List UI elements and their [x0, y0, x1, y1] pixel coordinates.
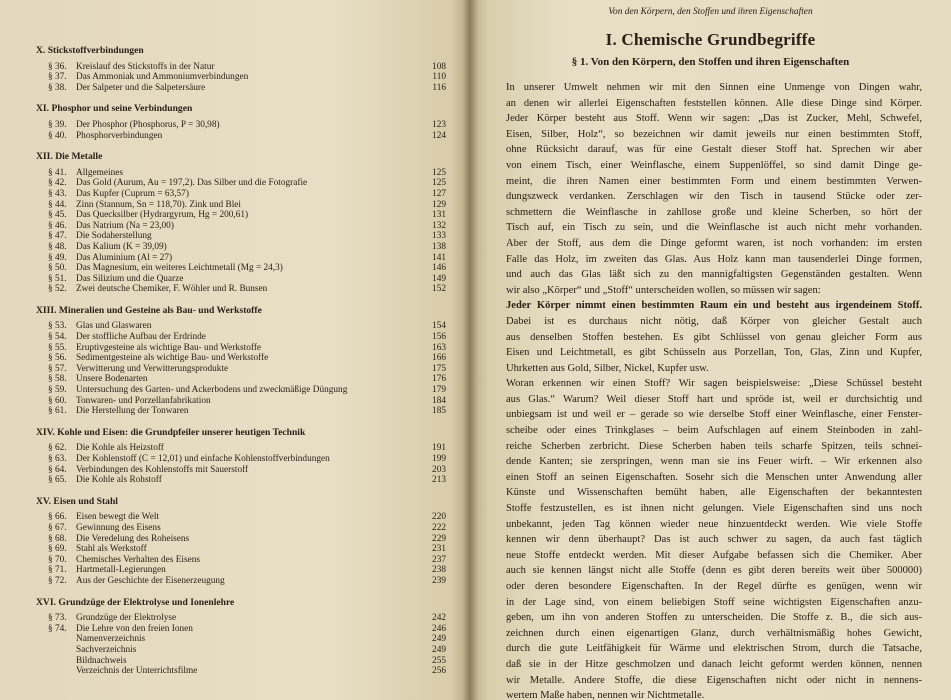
- toc-entry-number: § 47.: [48, 231, 67, 242]
- toc-entry-page: 242: [432, 613, 446, 624]
- toc-entry-number: § 48.: [48, 241, 67, 252]
- toc-entry-number: § 67.: [48, 522, 67, 533]
- toc-entry-text: Stahl als Werkstoff: [76, 544, 147, 555]
- body-line: scheibe oder eines Trinkglases – beim Aufschlagen auf einem Steinboden in zahl-: [506, 425, 922, 437]
- toc-entry-text: Die Kohle als Heizstoff: [76, 443, 164, 454]
- toc-entry-page: 131: [432, 210, 446, 221]
- toc-entry-text: Das Silizium und die Quarze: [76, 273, 184, 284]
- toc-entry-number: § 38.: [48, 82, 67, 93]
- toc-entry-page: 129: [432, 199, 446, 210]
- toc-entry-number: § 59.: [48, 385, 67, 396]
- toc-entry-page: 222: [432, 522, 446, 533]
- toc-entry-page: 141: [432, 252, 446, 263]
- body-line: wir also „Körper“ und „Stoff“ unterscheiden wollen, so müssen wir sagen:: [506, 284, 821, 296]
- toc-entry-text: Untersuchung des Garten- und Ackerbodens und zweckmäßige Düngung: [76, 385, 348, 396]
- toc-entry-page: 229: [432, 533, 446, 544]
- toc-entry-page: 185: [432, 406, 446, 417]
- table-of-contents: [36, 46, 446, 688]
- body-line: dungszweck verdanken. Zerschlagen wir den Tisch in tausend Stücke oder zer-: [506, 191, 922, 203]
- toc-entry-page: 203: [432, 464, 446, 475]
- book-gutter: [462, 0, 478, 700]
- body-line: kennen wir denn überhaupt? Das ist auch schwer zu sagen, da auch fast täglich: [506, 534, 922, 546]
- body-line: Aber der Stoff, aus dem die Dinge geformt waren, ist noch vorhanden: im ersten: [506, 237, 922, 249]
- toc-entry: [36, 645, 446, 656]
- toc-entry-number: § 41.: [48, 167, 67, 178]
- toc-entry: [36, 364, 446, 375]
- toc-entry-text: Kreislauf des Stickstoffs in der Natur: [76, 61, 215, 72]
- body-line: Falle das Holz, im zweiten das Glas. Aus Holz kann man tausenderlei Dinge formen,: [506, 253, 922, 265]
- toc-entry-page: 256: [432, 666, 446, 677]
- toc-section: [36, 104, 446, 141]
- toc-entry-text: Die Herstellung der Tonwaren: [76, 406, 189, 417]
- body-line: Tisch auf, ein Tisch zu sein, und die Weinflasche ist auch nicht mehr vorhanden.: [506, 222, 922, 234]
- toc-section: [36, 152, 446, 295]
- toc-entry-page: 149: [432, 273, 446, 284]
- body-line: wertem Maße haben, nennen wir Nichtmetalle.: [506, 690, 705, 700]
- toc-entry-text: Verzeichnis der Unterrichtsfilme: [76, 666, 198, 677]
- toc-entry-page: 249: [432, 644, 446, 655]
- toc-section: [36, 598, 446, 677]
- toc-entry-page: 238: [432, 565, 446, 576]
- toc-entry: [36, 62, 446, 73]
- toc-entry-page: 133: [432, 231, 446, 242]
- toc-entry-text: Verwitterung und Verwitterungsprodukte: [76, 363, 229, 374]
- body-line: aus denselben Stoffen bestehen. Es gibt Schlüssel von genau gleicher Form aus: [506, 331, 922, 343]
- toc-entry: [36, 565, 446, 576]
- toc-entry-text: Allgemeines: [76, 167, 123, 178]
- toc-entry: [36, 454, 446, 465]
- toc-section-title: XVI. Grundzüge der Elektrolyse und Ionenlehre: [36, 596, 235, 608]
- toc-entry-number: § 54.: [48, 332, 67, 343]
- body-line: Jeder Körper besteht aus Stoff. Wenn wir sagen: „Das ist Zucker, Mehl, Schwefel,: [506, 113, 922, 125]
- toc-entry-page: 175: [432, 363, 446, 374]
- toc-entry-number: § 49.: [48, 252, 67, 263]
- toc-entry-page: 116: [432, 82, 446, 93]
- toc-entry-text: Glas und Glaswaren: [76, 321, 152, 332]
- toc-entry-text: Die Kohle als Rohstoff: [76, 475, 162, 486]
- body-line: Woran erkennen wir einen Stoff? Wir sagen beispielsweise: „Diese Schüssel besteht: [506, 378, 922, 390]
- body-line: oder deren besondere Eigenschaften. In der Regel dürfte es genügen, wenn wir: [506, 581, 922, 592]
- toc-entry-number: § 45.: [48, 210, 67, 221]
- toc-entry-text: Aus der Geschichte der Eisenerzeugung: [76, 575, 225, 586]
- toc-entry-text: Sedimentgesteine als wichtige Bau- und Werkstoffe: [76, 353, 269, 364]
- toc-entry-page: 156: [432, 332, 446, 343]
- toc-entry: [36, 465, 446, 476]
- body-line: Uhrketten aus Gold, Silber, Nickel, Kupfer usw.: [506, 362, 709, 374]
- toc-entry-text: Zwei deutsche Chemiker, F. Wöhler und R. Bunsen: [76, 284, 268, 295]
- toc-entry-number: § 58.: [48, 374, 67, 385]
- toc-entry-text: Das Magnesium, ein weiteres Leichtmetall (Mg = 24,3): [76, 263, 283, 274]
- toc-entry: [36, 624, 446, 635]
- body-line: In unserer Umwelt nehmen wir mit den Sinnen eine Unmenge von Dingen wahr,: [506, 82, 922, 93]
- toc-entry-text: Eruptivgesteine als wichtige Bau- und Werkstoffe: [76, 342, 262, 353]
- body-line: aus Glas.“ Warum? Weil dieser Stoff hart und spröde ist, weil er durchsichtig und: [506, 393, 922, 405]
- toc-entry-number: § 56.: [48, 353, 67, 364]
- toc-entry-page: 154: [432, 321, 446, 332]
- toc-entry-number: § 52.: [48, 284, 67, 295]
- chapter-title: I. Chemische Grundbegriffe: [605, 30, 816, 49]
- toc-entry: [36, 374, 446, 385]
- toc-entry-text: Der Salpeter und die Salpetersäure: [76, 82, 206, 93]
- toc-entry: [36, 576, 446, 587]
- toc-entry-text: Gewinnung des Eisens: [76, 522, 161, 533]
- toc-entry-number: § 69.: [48, 544, 67, 555]
- toc-entry: [36, 131, 446, 142]
- toc-entry-page: 166: [432, 353, 446, 364]
- toc-entry: [36, 544, 446, 555]
- toc-entry: [36, 396, 446, 407]
- body-line: zeichnen durch einen eigenartigen Glanz, durch verhältnismäßig hohes Gewicht,: [506, 627, 922, 639]
- toc-entry-text: Phosphorverbindungen: [76, 130, 163, 141]
- toc-entry-page: 199: [432, 454, 446, 464]
- left-page-toc: [0, 0, 470, 700]
- toc-entry-page: 152: [432, 284, 446, 295]
- toc-entry-text: Der stoffliche Aufbau der Erdrinde: [76, 332, 206, 343]
- toc-entry-number: § 53.: [48, 321, 67, 332]
- body-line: von einem Tisch, einer Weinflasche, einem Suppenlöffel, so sind damit Dinge ge-: [506, 159, 922, 171]
- toc-entry-number: § 68.: [48, 533, 67, 544]
- toc-entry-page: 213: [432, 475, 446, 486]
- toc-entry: [36, 475, 446, 486]
- body-line: auch sie kennen längst nicht alle Stoffe (denn es gibt deren bereits weit über 500000): [506, 565, 922, 577]
- toc-entry: [36, 83, 446, 94]
- toc-entry-number: § 44.: [48, 199, 67, 210]
- toc-entry-number: § 57.: [48, 363, 67, 374]
- toc-entry-text: Das Natrium (Na = 23,00): [76, 220, 174, 231]
- toc-entry-number: § 43.: [48, 188, 67, 199]
- toc-entry-text: Das Kupfer (Cuprum = 63,57): [76, 188, 189, 199]
- toc-entry-page: 127: [432, 188, 446, 199]
- toc-entry-text: Namenverzeichnis: [76, 634, 146, 645]
- toc-entry-text: Bildnachweis: [76, 655, 127, 666]
- toc-entry: [36, 231, 446, 242]
- toc-entry-page: 255: [432, 655, 446, 666]
- body-line: geben, um ihn von anderen Stoffen zu unterscheiden. Die Stoffe z. B., die sich aus-: [506, 612, 922, 624]
- toc-entry-text: Die Veredelung des Roheisens: [76, 533, 190, 544]
- toc-entry: [36, 210, 446, 221]
- toc-entry-page: 246: [432, 623, 446, 634]
- toc-entry-page: 108: [432, 61, 446, 72]
- toc-entry-page: 163: [432, 342, 446, 353]
- toc-entry-text: Chemisches Verhalten des Eisens: [76, 554, 201, 565]
- toc-entry: [36, 406, 446, 417]
- body-line: Dabei ist es durchaus nicht nötig, daß Körper von gleicher Gestalt auch: [506, 315, 922, 327]
- toc-entry: [36, 634, 446, 645]
- toc-entry-text: Der Phosphor (Phosphorus, P = 30,98): [76, 119, 220, 130]
- body-line: einen Stoff an seinen Eigenschaften. Sosehr sich die Menschen unter Anwendung aller: [506, 471, 922, 483]
- toc-entry: [36, 284, 446, 295]
- body-line: daß sie in der Hitze geschmolzen und danach leicht geformt werden können, nennen: [506, 658, 922, 670]
- toc-entry: [36, 120, 446, 131]
- section-title: § 1. Von den Körpern, den Stoffen und ihren Eigenschaften: [571, 56, 850, 68]
- toc-entry-text: Grundzüge der Elektrolyse: [76, 613, 177, 624]
- body-line: meint, die ihren Namen einer bestimmten Form und einem bestimmten Verwen-: [506, 175, 922, 187]
- running-head: Von den Körpern, den Stoffen und ihren Eigenschaften: [608, 7, 813, 17]
- toc-entry: [36, 613, 446, 624]
- toc-entry-page: 125: [432, 178, 446, 189]
- toc-entry-page: 138: [432, 241, 446, 252]
- toc-entry-number: § 42.: [48, 178, 67, 189]
- toc-entry-number: § 51.: [48, 273, 67, 284]
- toc-entry-number: § 63.: [48, 454, 67, 464]
- toc-entry-number: § 37.: [48, 72, 67, 83]
- toc-entry: [36, 343, 446, 354]
- body-text: [506, 80, 922, 700]
- toc-entry: [36, 443, 446, 454]
- toc-section-title: XII. Die Metalle: [36, 151, 103, 163]
- body-line: schmettern die Weinflasche in zahllose große und kleine Scherben, so hört der: [506, 206, 922, 218]
- toc-entry-page: 191: [432, 443, 446, 454]
- toc-section-title: XIV. Kohle und Eisen: die Grundpfeiler unserer heutigen Technik: [36, 426, 306, 438]
- toc-entry: [36, 534, 446, 545]
- toc-section-title: X. Stickstoffverbindungen: [36, 45, 144, 56]
- toc-entry-text: Der Kohlenstoff (C = 12,01) und einfache Kohlenstoffverbindungen: [76, 454, 330, 464]
- toc-entry-text: Das Ammoniak und Ammoniumverbindungen: [76, 72, 249, 83]
- toc-entry-page: 239: [432, 575, 446, 586]
- toc-entry-number: § 73.: [48, 613, 67, 624]
- body-line: neue Stoffe entdeckt werden. Mit dieser Aufgabe befassen sich die Chemiker. Aber: [506, 549, 922, 561]
- toc-entry-page: 110: [432, 72, 446, 83]
- toc-entry-text: Hartmetall-Legierungen: [76, 565, 166, 576]
- toc-entry: [36, 200, 446, 211]
- toc-entry-text: Das Aluminium (Al = 27): [76, 252, 173, 263]
- toc-entry: [36, 656, 446, 667]
- toc-entry: [36, 263, 446, 274]
- toc-entry-number: § 74.: [48, 623, 67, 634]
- toc-entry-page: 231: [432, 544, 446, 555]
- toc-entry: [36, 168, 446, 179]
- toc-entry-number: § 60.: [48, 395, 67, 406]
- toc-entry: [36, 242, 446, 253]
- toc-entry-text: Zinn (Stannum, Sn = 118,70). Zink und Blei: [76, 199, 242, 210]
- toc-entry-page: 184: [432, 395, 446, 406]
- toc-entry-page: 249: [432, 634, 446, 645]
- toc-entry-text: Unsere Bodenarten: [76, 374, 148, 385]
- body-line: ohne Rücksicht darauf, was für eine Gestalt dieser Stoff hat. Sprechen wir aber: [506, 144, 922, 156]
- toc-entry-text: Tonwaren- und Porzellanfabrikation: [76, 395, 211, 406]
- toc-entry-text: Eisen bewegt die Welt: [76, 512, 159, 523]
- body-line: Stoffe festzustellen, es ist ihnen nicht gelungen. Viele Eigenschaften sind uns noch: [506, 503, 922, 515]
- toc-entry-number: § 46.: [48, 220, 67, 231]
- toc-entry-number: § 36.: [48, 61, 67, 72]
- toc-entry-page: 179: [432, 385, 446, 396]
- toc-section: [36, 46, 446, 93]
- toc-entry-text: Verbindungen des Kohlenstoffs mit Sauerstoff: [76, 464, 249, 475]
- toc-entry-text: Die Lehre von den freien Ionen: [76, 623, 193, 634]
- toc-entry: [36, 321, 446, 332]
- toc-entry-page: 176: [432, 374, 446, 385]
- toc-entry-page: 237: [432, 554, 446, 565]
- body-line: Eisen, Silber, Holz“, so bezeichnen wir damit jeweils nur einen bestimmten Stoff,: [506, 128, 922, 140]
- body-line: reiche Scherben zerbricht. Diese Scherben haben teils scharfe Spitzen, teils schnei-: [506, 440, 922, 452]
- toc-entry-number: § 62.: [48, 443, 67, 454]
- toc-entry-page: 125: [432, 167, 446, 178]
- toc-entry: [36, 189, 446, 200]
- toc-entry-number: § 39.: [48, 119, 67, 130]
- body-line: und auch das Glas läßt sich zu den mannigfaltigsten Gegenständen gestalten. Wenn: [506, 269, 922, 281]
- toc-entry-number: § 65.: [48, 475, 67, 486]
- toc-section-title: XIII. Mineralien und Gesteine als Bau- und Werkstoffe: [36, 304, 262, 316]
- toc-entry-number: § 70.: [48, 554, 67, 565]
- toc-entry: [36, 353, 446, 364]
- toc-entry: [36, 555, 446, 566]
- toc-section: [36, 306, 446, 417]
- toc-entry-text: Das Quecksilber (Hydrargyrum, Hg = 200,61): [76, 210, 249, 221]
- toc-entry-number: § 55.: [48, 342, 67, 353]
- body-line: unbekannt, jeden Tag können wieder neue hinzuentdeckt werden. Wie viele Stoffe: [506, 518, 922, 530]
- toc-section: [36, 428, 446, 486]
- definition-rule-line: Jeder Körper nimmt einen bestimmten Raum ein und besteht aus irgendeinem Stoff.: [506, 300, 922, 312]
- body-line: wir Metalle. Andere Stoffe, die diese Eigenschaften nicht oder nicht in nennens-: [506, 674, 922, 686]
- toc-entry-text: Die Sodaherstellung: [76, 231, 152, 242]
- toc-entry-text: Das Kalium (K = 39,09): [76, 241, 167, 252]
- body-line: Künste und Wissenschaften bemüht haben, alle Eigenschaften der bekanntesten: [506, 487, 922, 499]
- body-line: durch die gute Leitfähigkeit für Wärme und elektrischen Strom, durch die Tatsache,: [506, 643, 922, 655]
- toc-entry-number: § 40.: [48, 130, 67, 141]
- toc-section-title: XI. Phosphor und seine Verbindungen: [36, 103, 193, 115]
- toc-entry: [36, 253, 446, 264]
- toc-entry: [36, 274, 446, 285]
- toc-entry: [36, 523, 446, 534]
- toc-entry-number: § 64.: [48, 464, 67, 475]
- toc-entry: [36, 666, 446, 677]
- toc-entry-page: 124: [432, 130, 446, 141]
- body-line: dende Kanten; sie zerspringen, wenn man sie ins Feuer wirft. – Wir erkennen also: [506, 456, 922, 468]
- toc-entry-page: 220: [432, 512, 446, 523]
- body-line: unbiegsam ist und weil er – gerade so wie derselbe Stoff einer Weinflasche, einer Fenster-: [506, 409, 922, 421]
- toc-entry-page: 123: [432, 119, 446, 130]
- body-line: in der Lage sind, von einem beliebigen Stoff seine wichtigsten Eigenschaften anzu-: [506, 596, 922, 608]
- toc-entry-number: § 50.: [48, 263, 67, 274]
- toc-entry: [36, 385, 446, 396]
- toc-entry: [36, 221, 446, 232]
- toc-entry-page: 146: [432, 263, 446, 274]
- body-line: an denen wir allerlei Eigenschaften feststellen können. Alle diese Dinge sind Körper.: [506, 97, 922, 109]
- toc-section-title: XV. Eisen und Stahl: [36, 495, 118, 507]
- toc-entry: [36, 332, 446, 343]
- toc-entry-number: § 66.: [48, 512, 67, 523]
- toc-entry-text: Das Gold (Aurum, Au = 197,2). Das Silber und die Fotografie: [76, 178, 308, 189]
- toc-entry-number: § 72.: [48, 575, 67, 586]
- toc-entry-number: § 61.: [48, 406, 67, 417]
- right-page-text: [470, 0, 951, 700]
- toc-entry-number: § 71.: [48, 565, 67, 576]
- toc-entry: [36, 178, 446, 189]
- toc-entry-text: Sachverzeichnis: [76, 644, 137, 655]
- toc-entry: [36, 512, 446, 523]
- toc-entry-page: 132: [432, 220, 446, 231]
- body-line: Eisen und Leichtmetall, es gibt Schüsseln aus Porzellan, Ton, Glas, Zinn und Kupfer,: [506, 347, 922, 359]
- toc-section: [36, 497, 446, 587]
- toc-entry: [36, 72, 446, 83]
